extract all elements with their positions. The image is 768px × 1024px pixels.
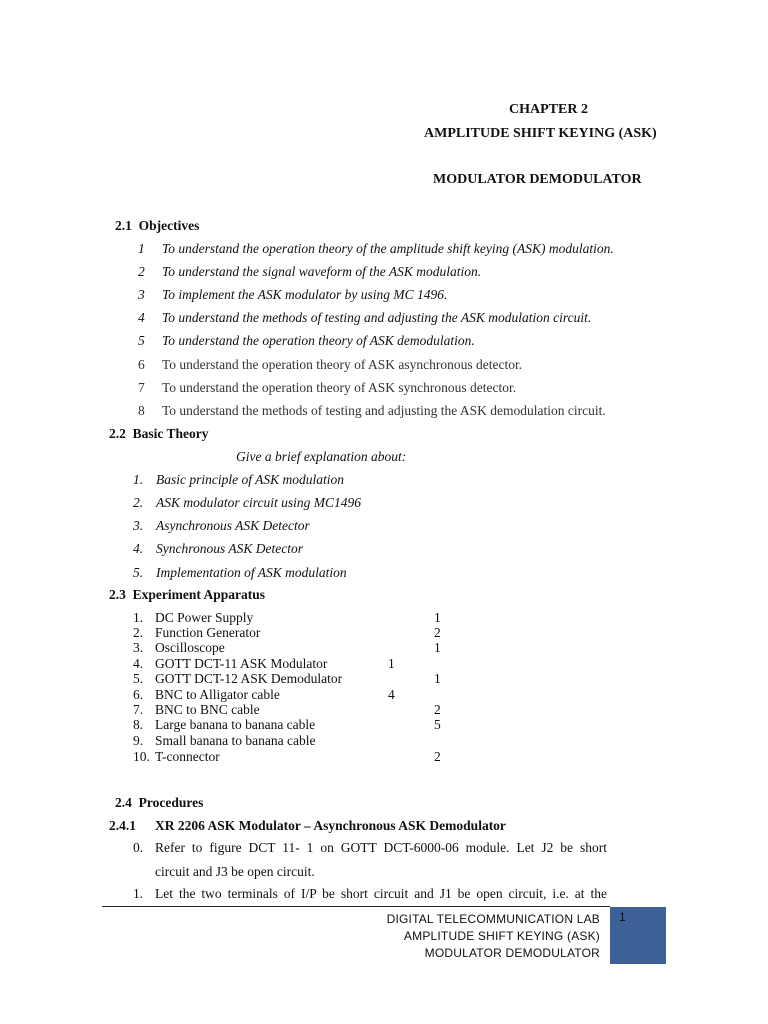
basic-theory-intro: Give a brief explanation about: — [236, 449, 407, 464]
footer-line1: DIGITAL TELECOMMUNICATION LAB — [386, 912, 600, 926]
theory-item: 4. Synchronous ASK Detector — [133, 541, 303, 556]
section-number: 2.4 — [115, 795, 132, 810]
apparatus-qty: 2 — [434, 749, 441, 764]
objective-item: 8 To understand the methods of testing and adjusting the ASK demodulation circuit. — [138, 403, 606, 418]
theory-item: 3. Asynchronous ASK Detector — [133, 518, 310, 533]
apparatus-qty: 4 — [388, 687, 395, 702]
objective-item: 6 To understand the operation theory of ASK asynchronous detector. — [138, 357, 523, 372]
section-title: Basic Theory — [132, 426, 209, 441]
section-number: 2.3 — [109, 587, 126, 602]
chapter-title-line1: AMPLITUDE SHIFT KEYING (ASK) — [424, 126, 657, 141]
section-title: Objectives — [138, 218, 200, 233]
objective-item: 4 To understand the methods of testing and adjusting the ASK modulation circuit. — [138, 310, 592, 325]
step-text: Refer to figure DCT 11- 1 on GOTT DCT-6000-06 module. Let J2 be short — [155, 840, 607, 855]
apparatus-qty: 5 — [434, 717, 441, 732]
section-title: Procedures — [138, 795, 204, 810]
apparatus-item: 8. Large banana to banana cable — [133, 717, 316, 732]
objective-item: 1 To understand the operation theory of the amplitude shift keying (ASK) modulation. — [138, 241, 614, 256]
section-title: Experiment Apparatus — [132, 587, 266, 602]
section-heading-basic-theory — [109, 426, 209, 442]
step-number: 0. — [133, 840, 144, 855]
theory-item: 5. Implementation of ASK modulation — [133, 565, 347, 580]
apparatus-item: 9. Small banana to banana cable — [133, 733, 316, 748]
apparatus-item: 1. DC Power Supply — [133, 610, 254, 625]
footer-line3: MODULATOR DEMODULATOR — [424, 946, 600, 960]
apparatus-qty: 1 — [388, 656, 395, 671]
footer-divider — [102, 906, 610, 907]
apparatus-item: 3. Oscilloscope — [133, 640, 225, 655]
apparatus-qty: 2 — [434, 625, 441, 640]
objective-item: 5 To understand the operation theory of ASK demodulation. — [138, 333, 475, 348]
chapter-label: CHAPTER 2 — [509, 102, 588, 117]
section-number: 2.2 — [109, 426, 126, 441]
subsection-number: 2.4.1 — [109, 818, 136, 833]
apparatus-item: 6. BNC to Alligator cable — [133, 687, 280, 702]
apparatus-qty: 2 — [434, 702, 441, 717]
apparatus-item: 2. Function Generator — [133, 625, 261, 640]
apparatus-qty: 1 — [434, 610, 441, 625]
step-number: 1. — [133, 886, 144, 901]
section-number: 2.1 — [115, 218, 132, 233]
section-heading-apparatus — [109, 587, 265, 603]
apparatus-item: 10. T-connector — [133, 749, 220, 764]
objective-item: 2 To understand the signal waveform of the ASK modulation. — [138, 264, 482, 279]
page-number: 1 — [619, 910, 626, 924]
apparatus-item: 7. BNC to BNC cable — [133, 702, 260, 717]
subsection-heading — [109, 818, 506, 834]
objective-item: 3 To implement the ASK modulator by using MC 1496. — [138, 287, 448, 302]
step-text: circuit and J3 be open circuit. — [155, 864, 315, 879]
section-heading-procedures — [115, 795, 203, 811]
footer-line2: AMPLITUDE SHIFT KEYING (ASK) — [403, 929, 600, 943]
theory-item: 2. ASK modulator circuit using MC1496 — [133, 495, 361, 510]
objective-item: 7 To understand the operation theory of ASK synchronous detector. — [138, 380, 517, 395]
theory-item: 1. Basic principle of ASK modulation — [133, 472, 344, 487]
section-heading-objectives — [115, 218, 199, 234]
subsection-title: XR 2206 ASK Modulator – Asynchronous ASK Demodulator — [155, 818, 506, 833]
step-text: Let the two terminals of I/P be short circuit and J1 be open circuit, i.e. at the — [155, 886, 607, 901]
apparatus-qty: 1 — [434, 640, 441, 655]
apparatus-item: 5. GOTT DCT-12 ASK Demodulator — [133, 671, 343, 686]
apparatus-item: 4. GOTT DCT-11 ASK Modulator — [133, 656, 328, 671]
chapter-title-line2: MODULATOR DEMODULATOR — [433, 172, 642, 187]
apparatus-qty: 1 — [434, 671, 441, 686]
